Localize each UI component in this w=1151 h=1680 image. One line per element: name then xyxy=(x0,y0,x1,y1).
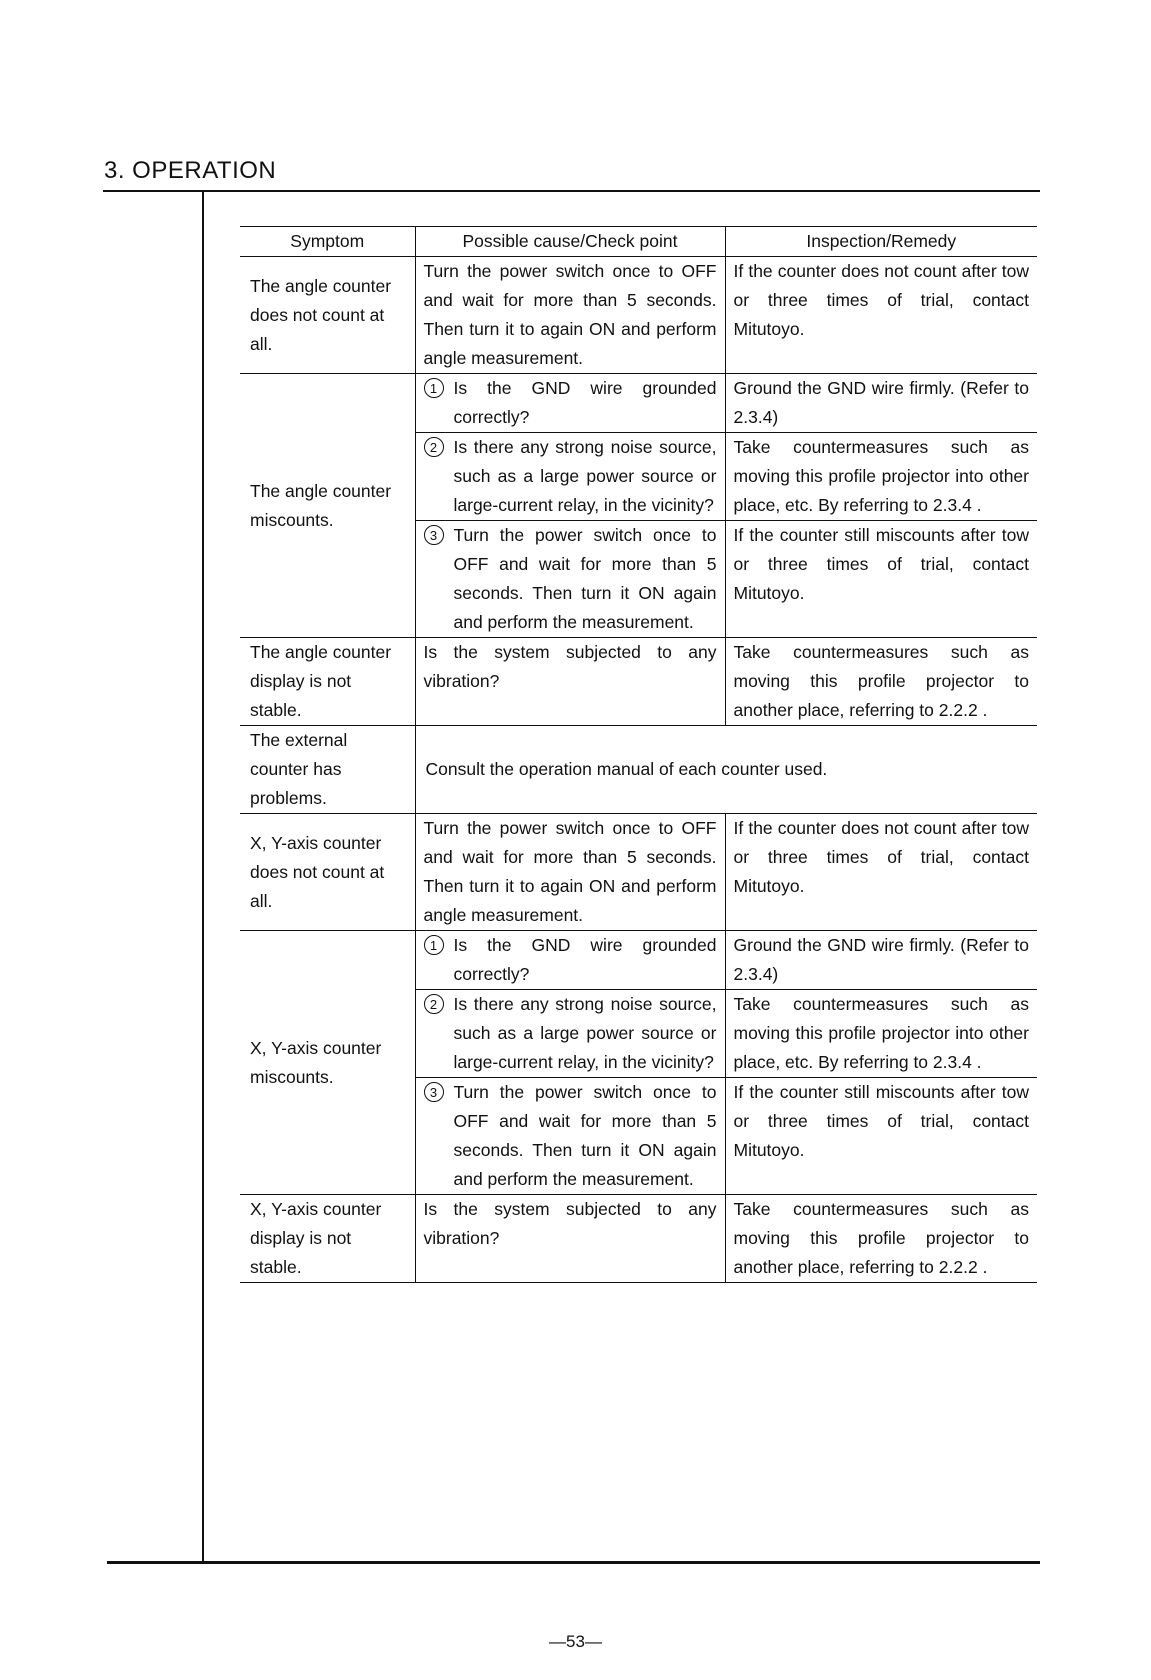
header-remedy: Inspection/Remedy xyxy=(725,227,1037,257)
page-number: —53— xyxy=(549,1632,602,1651)
cause-cell xyxy=(415,931,725,990)
cause-cell xyxy=(415,433,725,521)
cause-cell: Is the system subjected to any vibration? xyxy=(415,1195,725,1283)
cause-cell xyxy=(415,374,725,433)
circled-number: 3 xyxy=(424,1082,444,1102)
remedy-cell: Take countermeasures such as moving this profile projector to another place, referring to 2.2.2 . xyxy=(725,638,1037,726)
table-row xyxy=(240,1195,1037,1283)
circled-number: 1 xyxy=(424,935,444,955)
cause-cell xyxy=(415,1078,725,1195)
remedy-cell: If the counter still miscounts after tow or three times of trial, contact Mitutoyo. xyxy=(725,521,1037,638)
symptom-cell: The angle counter does not count at all. xyxy=(240,257,415,374)
table-row xyxy=(240,257,1037,374)
circled-number: 3 xyxy=(424,525,444,545)
cause-cell xyxy=(415,990,725,1078)
circled-number: 1 xyxy=(424,378,444,398)
symptom-cell: X, Y-axis counter does not count at all. xyxy=(240,814,415,931)
header-cause: Possible cause/Check point xyxy=(415,227,725,257)
remedy-cell: If the counter still miscounts after tow or three times of trial, contact Mitutoyo. xyxy=(725,1078,1037,1195)
symptom-cell: X, Y-axis counter miscounts. xyxy=(240,931,415,1195)
remedy-cell: Take countermeasures such as moving this profile projector into other place, etc. By referring to 2.3.4 . xyxy=(725,433,1037,521)
check-text: Is there any strong noise source, such as a large power source or large-current relay, in the vicinity? xyxy=(453,437,717,515)
remedy-cell: Ground the GND wire firmly. (Refer to 2.3.4) xyxy=(725,931,1037,990)
check-text: Is the GND wire grounded correctly? xyxy=(453,935,717,984)
table-header-row xyxy=(240,227,1037,257)
remedy-cell: Take countermeasures such as moving this profile projector into other place, etc. By referring to 2.3.4 . xyxy=(725,990,1037,1078)
symptom-cell: The angle counter miscounts. xyxy=(240,374,415,638)
span-cell: Consult the operation manual of each counter used. xyxy=(415,726,1037,814)
symptom-cell: The external counter has problems. xyxy=(240,726,415,814)
check-text: Is the GND wire grounded correctly? xyxy=(453,378,717,427)
section-title: 3. OPERATION xyxy=(104,157,277,184)
check-text: Turn the power switch once to OFF and wait for more than 5 seconds. Then turn it ON again and perform the measurement. xyxy=(453,525,717,632)
symptom-cell: X, Y-axis counter display is not stable. xyxy=(240,1195,415,1283)
check-text: Is there any strong noise source, such as a large power source or large-current relay, in the vicinity? xyxy=(453,994,717,1072)
table-row xyxy=(240,374,1037,433)
remedy-cell: Take countermeasures such as moving this profile projector to another place, referring to 2.2.2 . xyxy=(725,1195,1037,1283)
cause-cell: Turn the power switch once to OFF and wait for more than 5 seconds. Then turn it to again ON and perform angle measurement. xyxy=(415,257,725,374)
header-symptom: Symptom xyxy=(240,227,415,257)
header-rule xyxy=(103,190,1040,192)
check-text: Turn the power switch once to OFF and wait for more than 5 seconds. Then turn it ON again and perform the measurement. xyxy=(453,1082,717,1189)
remedy-cell: If the counter does not count after tow or three times of trial, contact Mitutoyo. xyxy=(725,814,1037,931)
troubleshooting-table xyxy=(240,226,1037,1283)
table-row xyxy=(240,931,1037,990)
symptom-cell: The angle counter display is not stable. xyxy=(240,638,415,726)
circled-number: 2 xyxy=(424,437,444,457)
remedy-cell: If the counter does not count after tow or three times of trial, contact Mitutoyo. xyxy=(725,257,1037,374)
footer-rule xyxy=(107,1561,1040,1564)
remedy-cell: Ground the GND wire firmly. (Refer to 2.3.4) xyxy=(725,374,1037,433)
cause-cell xyxy=(415,521,725,638)
cause-cell: Is the system subjected to any vibration? xyxy=(415,638,725,726)
margin-rule xyxy=(202,190,204,1563)
circled-number: 2 xyxy=(424,994,444,1014)
cause-cell: Turn the power switch once to OFF and wait for more than 5 seconds. Then turn it to again ON and perform angle measurement. xyxy=(415,814,725,931)
table-row xyxy=(240,638,1037,726)
table-row xyxy=(240,726,1037,814)
table-row xyxy=(240,814,1037,931)
